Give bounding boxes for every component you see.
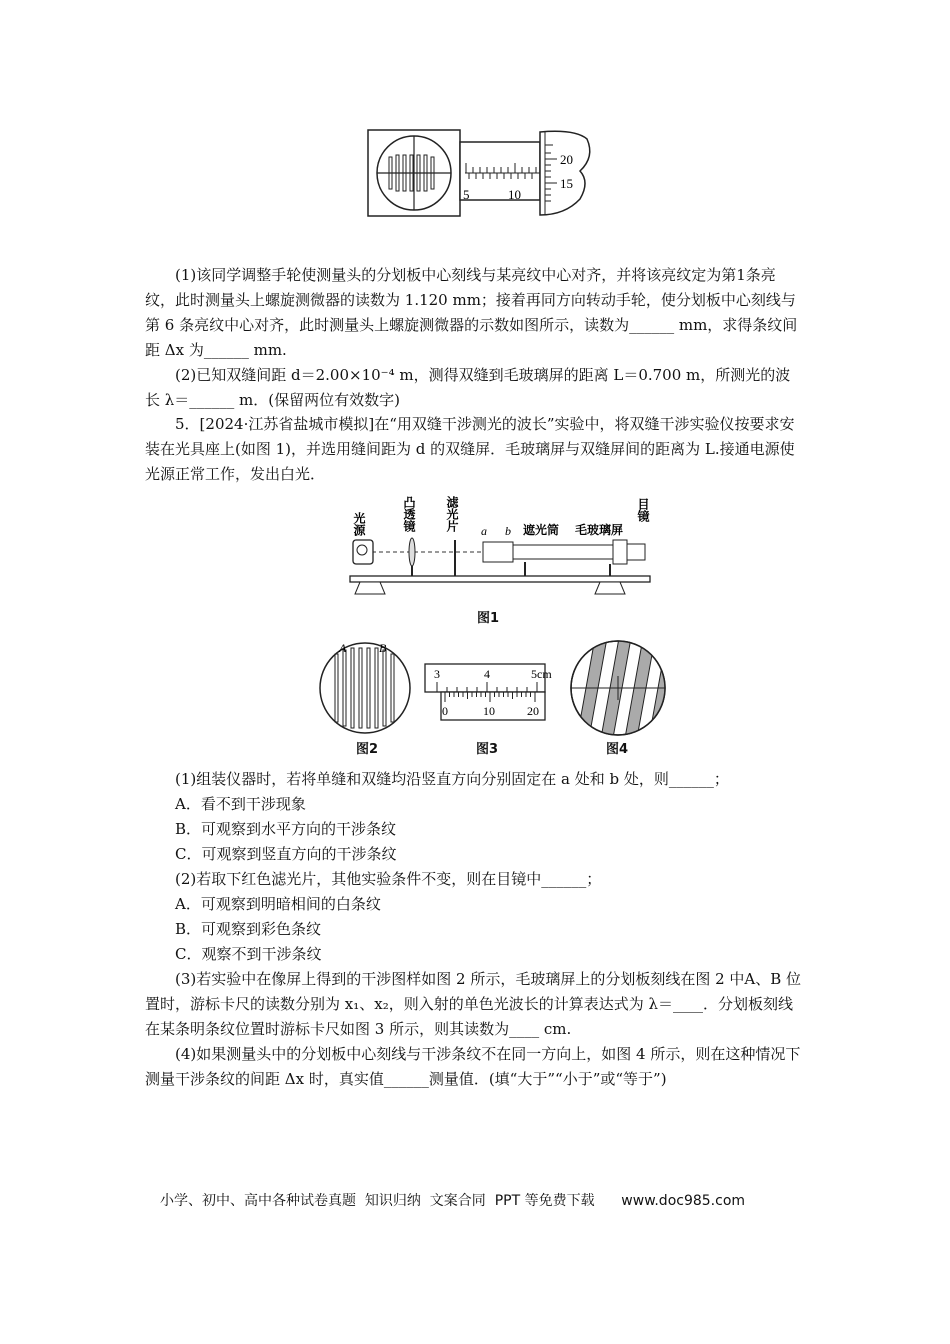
main-scale-3: 3 [434, 667, 440, 681]
drum-label-15: 15 [560, 176, 573, 191]
vernier-scale-20: 20 [527, 704, 539, 718]
q5-1-option-a: A．看不到干涉现象 [175, 795, 306, 813]
fig2-interference-pattern [313, 640, 417, 736]
q5-part3: (3)若实验中在像屏上得到的干涉图样如图 2 所示，毛玻璃屏上的分划板刻线在图 2 中A、B 位置时，游标卡尺的读数分别为 x₁、x₂，则入射的单色光波长的计算表达式为 λ＝____．分划板刻线在某条明条纹位置时游标卡尺如图 3 所示，则其读数为____ cm. [145, 970, 802, 1038]
vernier-scale-10: 10 [483, 704, 495, 718]
label-convex-lens: 凸透镜 [402, 496, 416, 532]
q5-2-option-b: B．可观察到彩色条纹 [175, 920, 322, 938]
micrometer-figure [365, 127, 605, 219]
q5-part4: (4)如果测量头中的分划板中心刻线与干涉条纹不在同一方向上，如图 4 所示，则在这种情况下测量干涉条纹的间距 Δx 时，真实值______测量值．(填“大于”“小于”或“等于”) [145, 1045, 801, 1088]
figure4-caption: 图4 [606, 742, 629, 757]
main-scale-4: 4 [484, 667, 490, 681]
fig3-vernier-caliper [423, 662, 552, 722]
page-footer: 小学、初中、高中各种试卷真题 知识归纳 文案合同 PPT 等免费下载 www.doc985.com [160, 1193, 746, 1209]
figure1-caption: 图1 [477, 611, 500, 626]
q5-part1: (1)组装仪器时，若将单缝和双缝均沿竖直方向分别固定在 a 处和 b 处，则______； [175, 770, 729, 788]
figure3-caption: 图3 [476, 742, 499, 757]
label-filter: 滤光片 [445, 496, 459, 532]
q4-part2: (2)已知双缝间距 d＝2.00×10⁻⁴ m，测得双缝到毛玻璃屏的距离 L＝0.700 m，所测光的波长 λ＝______ m．(保留两位有效数字) [145, 366, 791, 409]
label-a: a [481, 524, 487, 538]
q5-2-option-c: C．观察不到干涉条纹 [175, 945, 322, 963]
vernier-scale-0: 0 [442, 704, 448, 718]
scale-label-5: 5 [463, 187, 470, 202]
drum-label-20: 20 [560, 152, 573, 167]
figure2-caption: 图2 [356, 742, 379, 757]
q5-intro: 5．[2024·江苏省盐城市模拟]在“用双缝干涉测光的波长”实验中，将双缝干涉实验仪按要求安装在光具座上(如图 1)，并选用缝间距为 d 的双缝屏．毛玻璃屏与双缝屏间的距离为 L.接通电源使光源正常工作，发出白光． [145, 415, 795, 483]
label-eyepiece: 目镜 [636, 498, 650, 522]
fig2-mark-a: A [339, 641, 347, 655]
label-light-source: 光源 [352, 512, 366, 536]
label-b: b [505, 524, 511, 538]
label-tube: 遮光筒 [523, 523, 560, 537]
fig4-tilted-fringes [567, 638, 669, 738]
q5-2-option-a: A．可观察到明暗相间的白条纹 [175, 895, 381, 913]
q5-1-option-c: C．可观察到竖直方向的干涉条纹 [175, 845, 397, 863]
fig2-mark-b: B [379, 641, 387, 655]
apparatus-figure [345, 492, 665, 602]
scale-label-10: 10 [508, 187, 521, 202]
label-screen: 毛玻璃屏 [575, 523, 624, 537]
q4-part1: (1)该同学调整手轮使测量头的分划板中心刻线与某亮纹中心对齐，并将该亮纹定为第1条亮纹，此时测量头上螺旋测微器的读数为 1.120 mm；接着再同方向转动手轮，使分划板中心刻线与第 6 条亮纹中心对齐，此时测量头上螺旋测微器的示数如图所示，读数为______ mm，求得条纹间距 Δx 为______ mm. [145, 266, 798, 359]
q5-part2: (2)若取下红色滤光片，其他实验条件不变，则在目镜中______； [175, 870, 602, 888]
q5-1-option-b: B．可观察到水平方向的干涉条纹 [175, 820, 397, 838]
main-scale-5cm: 5cm [531, 667, 552, 681]
